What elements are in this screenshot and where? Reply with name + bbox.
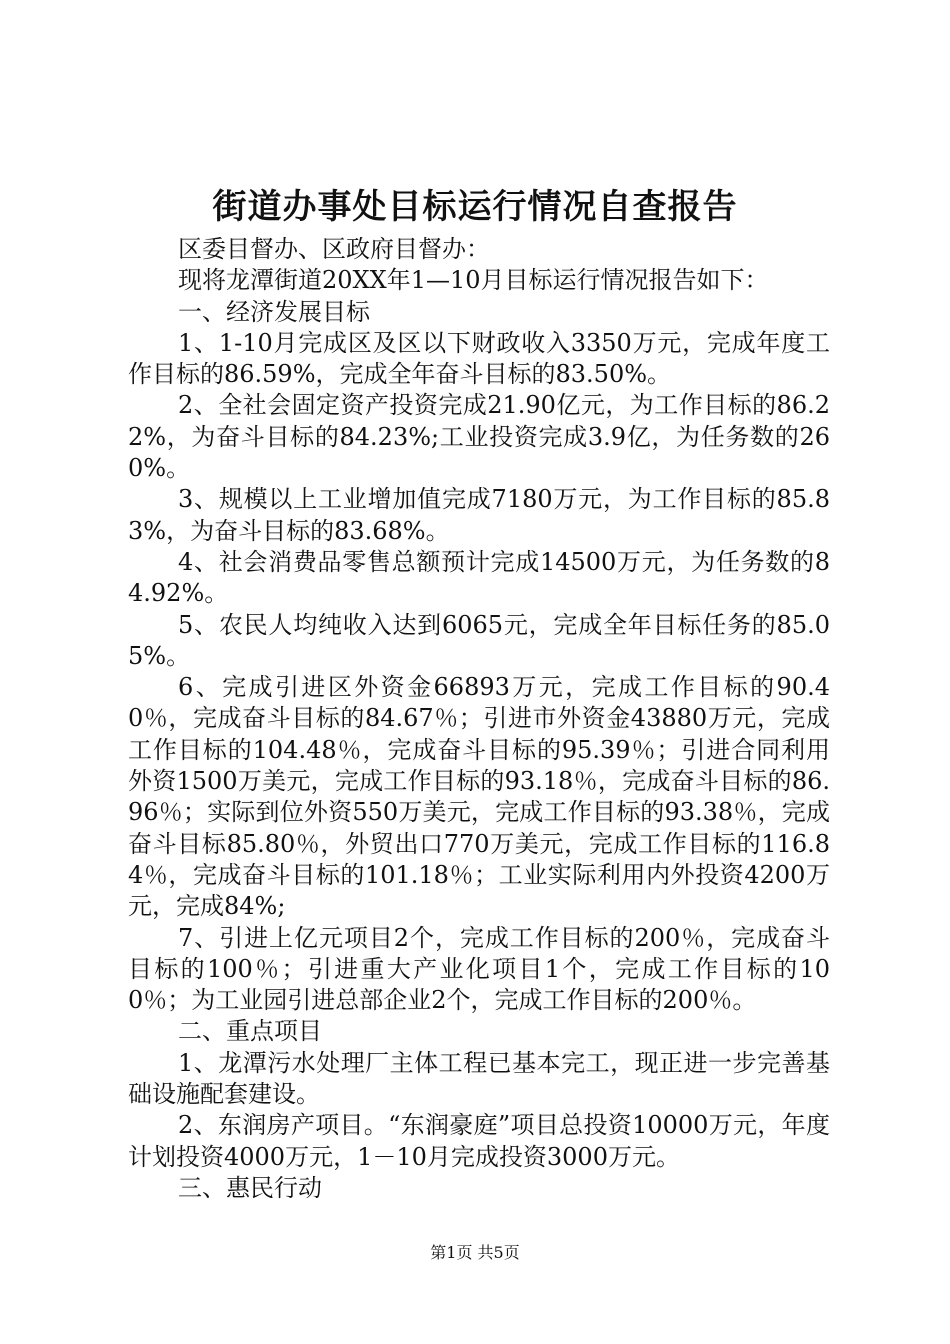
- paragraph-item-2: 2、全社会固定资产投资完成21.90亿元，为工作目标的86.22%，为奋斗目标的84.23%;工业投资完成3.9亿，为任务数的260%。: [128, 391, 830, 483]
- page-footer: 第1页 共5页: [430, 1243, 520, 1262]
- paragraph-item-6: 6、完成引进区外资金66893万元，完成工作目标的90.40％，完成奋斗目标的84.67％；引进市外资金43880万元，完成工作目标的104.48％，完成奋斗目标的95.39％；引进合同利用外资1500万美元，完成工作目标的93.18％，完成奋斗目标的86.96％；实际到位外资550万美元，完成工作目标的93.38％，完成奋斗目标85.80％，外贸出口770万美元，完成工作目标的116.84％，完成奋斗目标的101.18％；工业实际利用内外投资4200万元，完成84%;: [128, 673, 830, 921]
- paragraph-item-5: 5、农民人均纯收入达到6065元，完成全年目标任务的85.05%。: [128, 610, 830, 670]
- paragraph-item-7: 7、引进上亿元项目2个，完成工作目标的200％，完成奋斗目标的100％；引进重大产业化项目1个，完成工作目标的100％；为工业园引进总部企业2个，完成工作目标的200％。: [128, 923, 830, 1015]
- project-item-1: 1、龙潭污水处理厂主体工程已基本完工，现正进一步完善基础设施配套建设。: [128, 1048, 830, 1109]
- section-heading-projects: 二、重点项目: [178, 1017, 322, 1046]
- paragraph-item-3: 3、规模以上工业增加值完成7180万元，为工作目标的85.83%，为奋斗目标的83.68%。: [128, 485, 830, 545]
- section-heading-welfare: 三、惠民行动: [178, 1173, 322, 1202]
- project-item-2: 2、东润房产项目。“东润豪庭”项目总投资10000万元，年度计划投资4000万元，1－10月完成投资3000万元。: [128, 1111, 830, 1171]
- paragraph-item-4: 4、社会消费品零售总额预计完成14500万元，为任务数的84.92%。: [128, 547, 830, 608]
- section-heading-economic: 一、经济发展目标: [178, 297, 370, 326]
- salutation: 区委目督办、区政府目督办：: [178, 235, 490, 263]
- paragraph-item-1: 1、1-10月完成区及区以下财政收入3350万元，完成年度工作目标的86.59%，完成全年奋斗目标的83.50%。: [128, 328, 830, 389]
- page-title: 街道办事处目标运行情况自查报告: [212, 187, 738, 227]
- document-body: [128, 234, 830, 1204]
- intro-paragraph: 现将龙潭街道20XX年1—10月目标运行情况报告如下：: [178, 266, 769, 295]
